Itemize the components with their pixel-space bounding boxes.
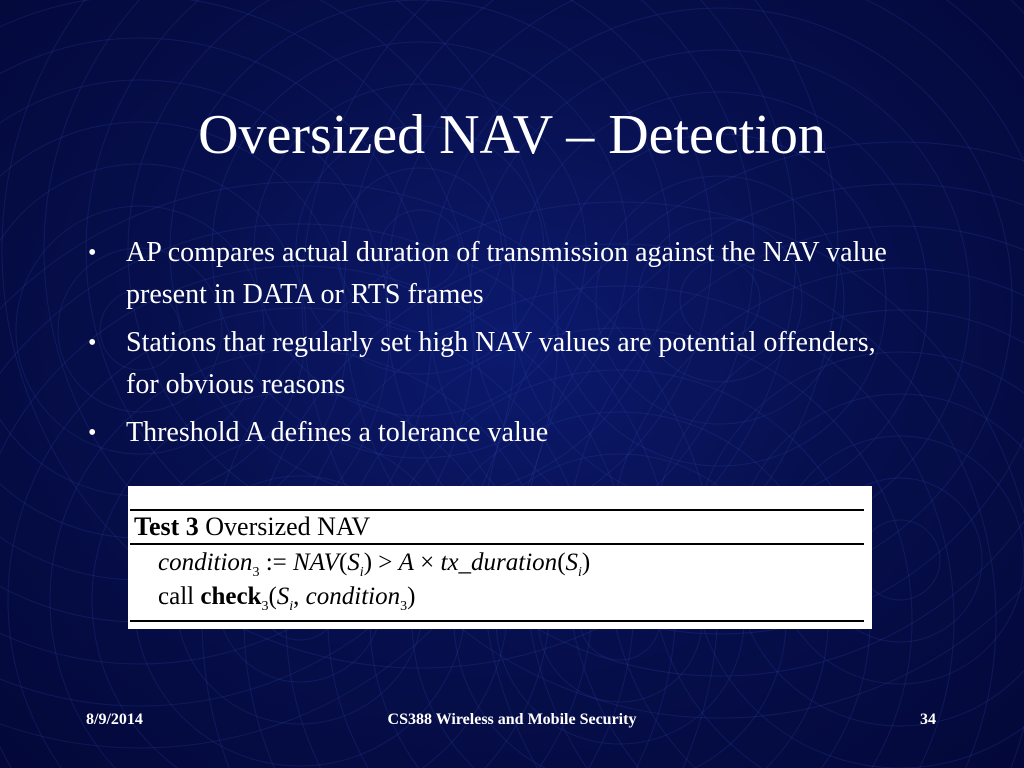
bullet-text: Threshold A defines a tolerance value [126,417,549,448]
station-subscript: i [289,599,294,614]
bullet-item [84,412,914,454]
check-subscript: 3 [261,599,269,614]
station-symbol: S [565,549,579,576]
algorithm-heading [134,512,370,542]
check-function: check [200,583,262,610]
algorithm-top-rule [130,509,864,511]
bullet-marker: • [88,240,97,266]
bullet-text: AP compares actual duration of transmission against the NAV value present in DATA or RTS frames [126,237,887,310]
threshold-symbol: A [398,549,414,576]
station-subscript: i [578,565,582,580]
call-keyword: call [158,583,201,610]
tx-duration-function: tx_duration [440,549,558,576]
algorithm-name: Oversized NAV [205,512,371,541]
bullet-item [84,322,914,406]
condition-subscript: 3 [400,599,408,614]
algorithm-bottom-rule [130,620,864,622]
station-subscript: i [359,565,364,580]
times-operator: × [413,549,441,576]
algorithm-condition-line: condition$_3$ := $NAV(S_i) > A$ × $tx\_duration(S_i)$ [158,549,591,580]
condition-subscript: 3 [252,565,260,580]
algorithm-label: Test [134,512,180,541]
bullet-list [84,232,914,460]
condition-variable: condition [158,549,253,576]
bullet-marker: • [88,420,97,446]
assign-operator: := [259,549,293,576]
bullet-text: Stations that regularly set high NAV values are potential offenders, for obvious reasons [126,327,876,400]
greater-than-operator: > [372,549,399,576]
algorithm-heading-rule [130,543,864,545]
bullet-marker: • [88,330,97,356]
condition-argument: condition [305,583,401,610]
footer-page-number: 34 [920,711,936,728]
algorithm-call-line: call $check_3(S_i$, condition$_3$) [158,583,416,614]
footer-date: 8/9/2014 [86,711,143,728]
algorithm-box [128,486,872,629]
station-symbol: S [347,549,360,576]
algorithm-number: 3 [185,512,199,541]
background-ring [860,520,940,600]
bullet-item [84,232,914,316]
slide-title: Oversized NAV – Detection [198,104,826,166]
nav-function: NAV [292,549,339,576]
footer-course-title: CS388 Wireless and Mobile Security [387,711,637,728]
station-symbol: S [276,583,290,610]
